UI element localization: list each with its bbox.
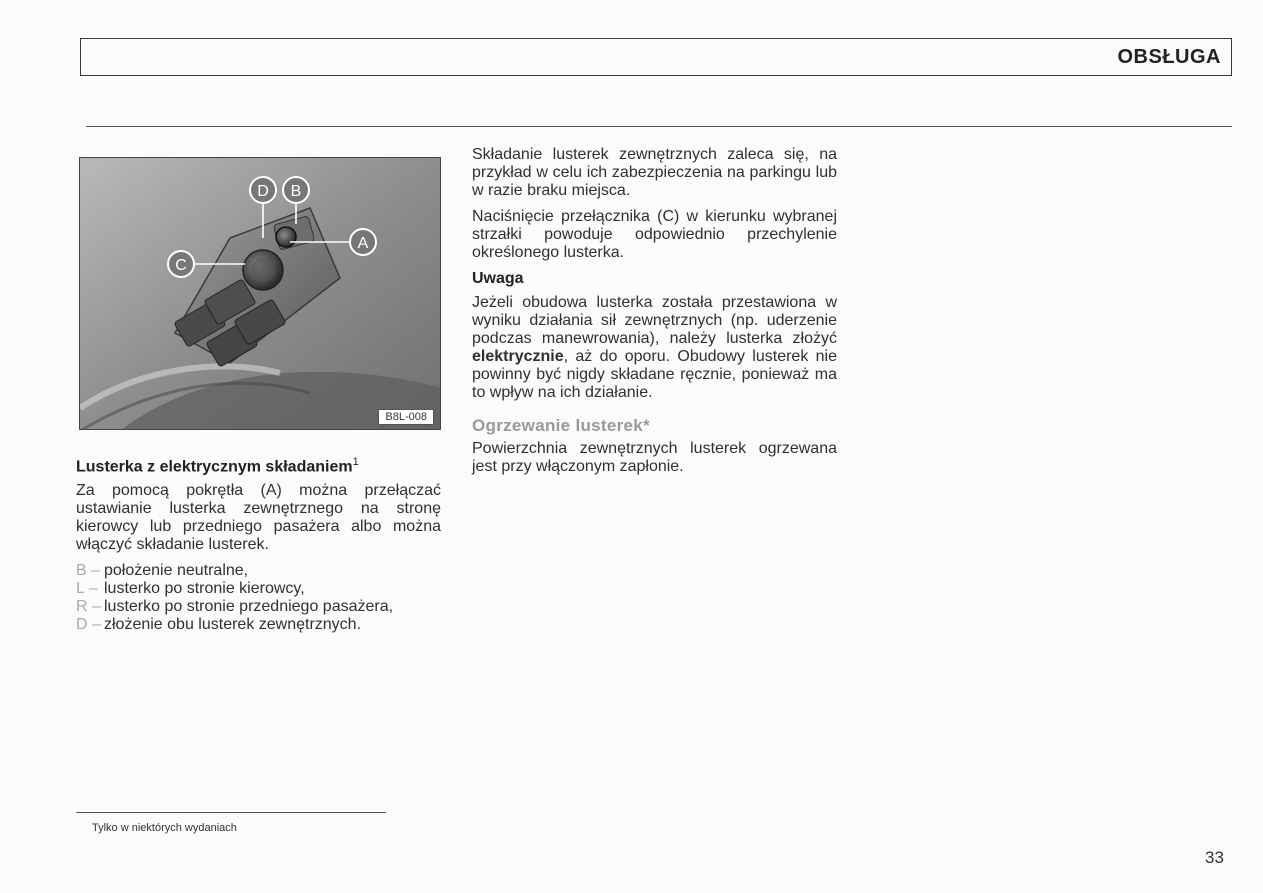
note-paragraph: Jeżeli obudowa lusterka została przestawiona w wyniku działania sił zewnętrznych (np. uderzenie podczas manewrowania), należy lusterka złożyć elektrycznie, aż do oporu. Obudowy lusterek nie powinny być nigdy składane ręcznie, ponieważ ma to wpływ na ich działanie. [472,294,837,401]
door-panel-illustration [80,158,441,430]
position-list [76,562,441,634]
svg-text:B: B [290,183,302,200]
note-bold-word: elektrycznie [472,348,564,365]
callout-a [350,229,376,255]
callout-d [250,177,276,203]
header-bar [80,38,1232,76]
figure-code-label: B8L-008 [378,409,434,425]
svg-text:A: A [357,235,369,252]
door-switch-figure [79,157,441,430]
callout-b [283,177,309,203]
note-heading: Uwaga [472,270,524,287]
section-title-folding-mirrors: Lusterka z elektrycznym składaniem$^1$ [76,456,359,476]
heating-paragraph: Powierzchnia zewnętrznych lusterek ogrzewana jest przy włączonym zapłonie. [472,440,837,475]
section-title-mirror-heating: Ogrzewanie lusterek* [472,416,650,435]
callout-c [168,251,194,277]
list-item: L – lusterko po stronie kierowcy, [76,580,305,598]
left-column [76,456,441,634]
section-header-title: OBSŁUGA [1117,46,1221,68]
header-rule [86,126,1232,127]
svg-text:D: D [257,183,269,200]
list-item: R – lusterko po stronie przedniego pasażera, [76,598,394,616]
folding-recommendation-paragraph: Składanie lusterek zewnętrznych zaleca się, na przykład w celu ich zabezpieczenia na parkingu lub w razie braku miejsca. [472,146,837,199]
footnote-marker: 1 [352,456,359,468]
footnote-text: Tylko w niektórych wydaniach [92,822,237,834]
page-number: 33 [1205,848,1224,867]
intro-paragraph: Za pomocą pokrętła (A) można przełączać ustawianie lusterka zewnętrznego na stronę kierowcy lub przedniego pasażera albo można włączyć składanie lusterek. [76,482,441,554]
switch-c-paragraph: Naciśnięcie przełącznika (C) w kierunku wybranej strzałki powoduje odpowiednio przechylenie określonego lusterka. [472,208,837,261]
list-item: B – położenie neutralne, [76,562,249,580]
list-item: D – złożenie obu lusterek zewnętrznych. [76,616,362,634]
footnote-rule [76,812,386,813]
middle-column [472,146,837,484]
svg-text:C: C [175,257,187,274]
